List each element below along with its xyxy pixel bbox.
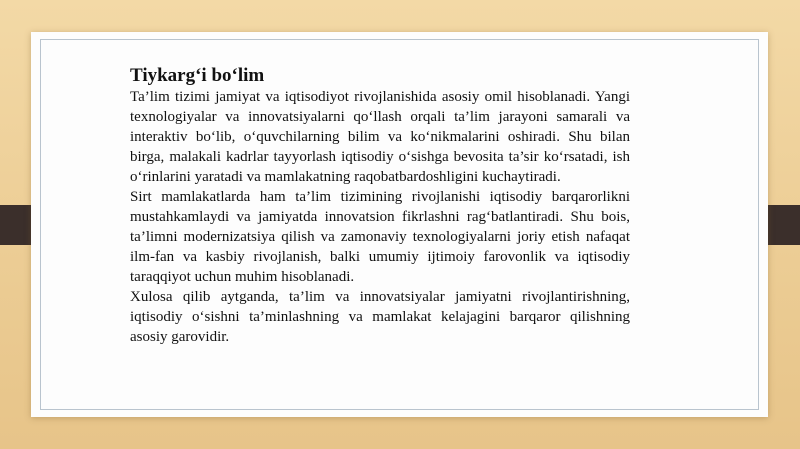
paragraph-1: Ta’lim tizimi jamiyat va iqtisodiyot rivojlanishida asosiy omil hisoblanadi. Yangi texnologiyalar va innovatsiyalarni qo‘llash orqali ta’lim jarayoni samarali va interaktiv bo‘lib, o‘quvchilarning bilim va ko‘nikmalarini oshiradi. Shu bilan birga, malakali kadrlar tayyorlash iqtisodiy o‘sishga bevosita ta’sir ko‘rsatadi, ish o‘rinlarini yaratadi va mamlakatning raqobatbardoshligini kuchaytiradi. [130,89,630,185]
paragraph-3: Xulosa qilib aytganda, ta’lim va innovatsiyalar jamiyatni rivojlantirishning, iqtisodiy o‘sishni ta’minlashning va mamlakat kelajagini barqaror qilishning asosiy garovidir. [130,289,630,345]
slide-content [130,65,630,347]
slide-heading: Tiykarg‘i bo‘lim [130,65,265,86]
paragraph-2: Sirt mamlakatlarda ham ta’lim tizimining rivojlanishi iqtisodiy barqarorlikni mustahkamlaydi va jamiyatda innovatsion fikrlashni rag‘batlantiradi. Shu bois, ta’limni modernizatsiya qilish va zamonaviy texnologiyalarni joriy etish nafaqat ilm-fan va kasbiy rivojlanish, balki umumiy ijtimoiy farovonlik va iqtisodiy taraqqiyot uchun muhim hisoblanadi. [130,189,630,285]
slide-card [31,32,768,417]
